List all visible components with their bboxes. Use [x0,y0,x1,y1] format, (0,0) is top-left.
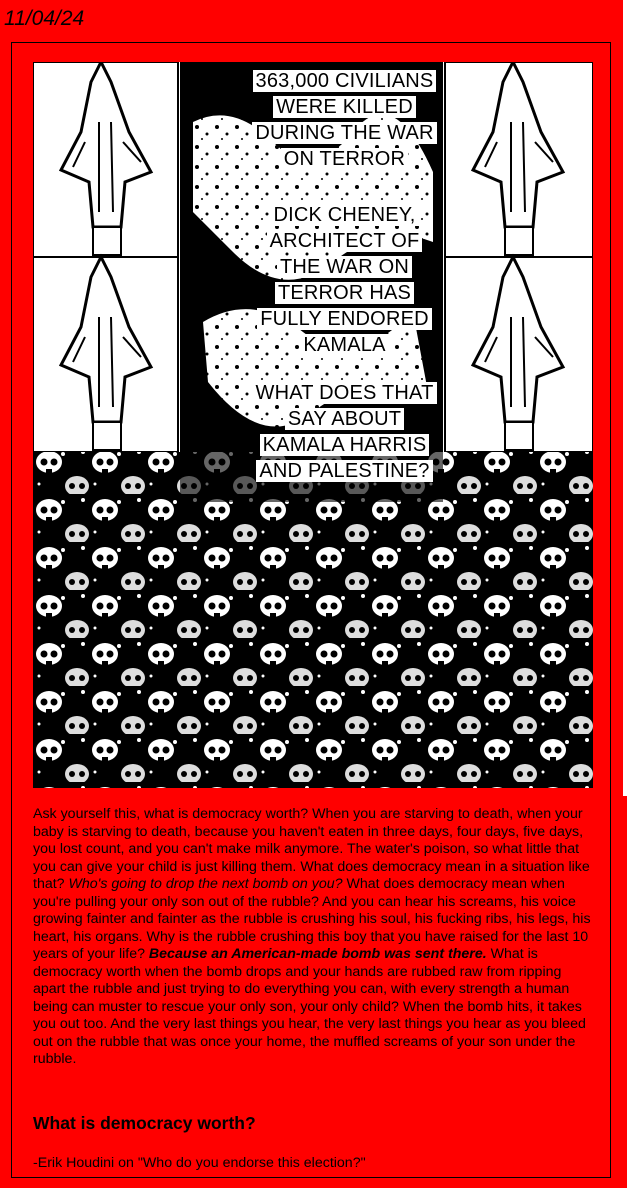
skull-pile [33,452,593,788]
poster-line: SAY ABOUT [285,408,404,430]
poster-line: FULLY ENDORED [257,308,432,330]
edge-strip [623,0,627,796]
poster-line: THE WAR ON [277,256,412,278]
body-paragraph [33,806,593,1069]
statue-panel-left [33,62,178,452]
poster-text-block-1 [213,68,476,172]
poster-image [33,62,593,788]
poster-line: KAMALA [300,334,388,356]
poster-line: ARCHITECT OF [267,230,423,252]
poster-line: WHAT DOES THAT [253,382,437,404]
poster-line: AND PALESTINE? [256,460,432,482]
body-text-part-3: What is democracy worth when the bomb drops and your hands are rubbed raw from ripping apart the rubble and just trying to do everything you can, with every strength a human being can muster to rescue your only son, your only child? When the bomb hits, it takes you out too. And the very last things you hear, the very last things you hear as you bleed out on the rubble that was once your home, the muffled screams of your son under the rubble. [33,946,586,1067]
body-italic-question: Who's going to drop the next bomb on you? [68,876,343,892]
poster-line: DICK CHENEY, [270,204,418,226]
poster-line: TERROR HAS [275,282,414,304]
poster-line: KAMALA HARRIS [260,434,430,456]
poster-line: DURING THE WAR [252,122,436,144]
poster-line: ON TERROR [281,148,408,170]
body-text-part-1: Ask yourself this, what is democracy worth? When you are starving to death, when your baby is starving to death, because you haven't eaten in three days, four days, five days, you lost count, and you can't make milk anymore. The water's poison, so what little that you can give your child is just killing them. What does democracy mean in a situation like that? [33,806,590,892]
poster-line: 363,000 CIVILIANS [253,70,437,92]
post-date: 11/04/24 [4,7,85,30]
quote-credit: -Erik Houdini on "Who do you endorse this election?" [33,1155,366,1171]
body-text-part-2: What does democracy mean when you're pulling your only son out of the rubble? And you can hear his screams, his voice growing fainter and fainter as the rubble is crushing his soul, his fucking ribs, his legs, his heart, his organs. Why is the rubble crushing this boy that you have raised for the last 10 years of your life? [33,876,591,962]
closing-question: What is democracy worth? [33,1113,256,1133]
body-bold-statement: Because an American-made bomb was sent there. [148,946,487,962]
poster-text-block-2 [213,202,476,358]
poster-line: WERE KILLED [273,96,416,118]
poster-text-block-3 [213,380,476,484]
